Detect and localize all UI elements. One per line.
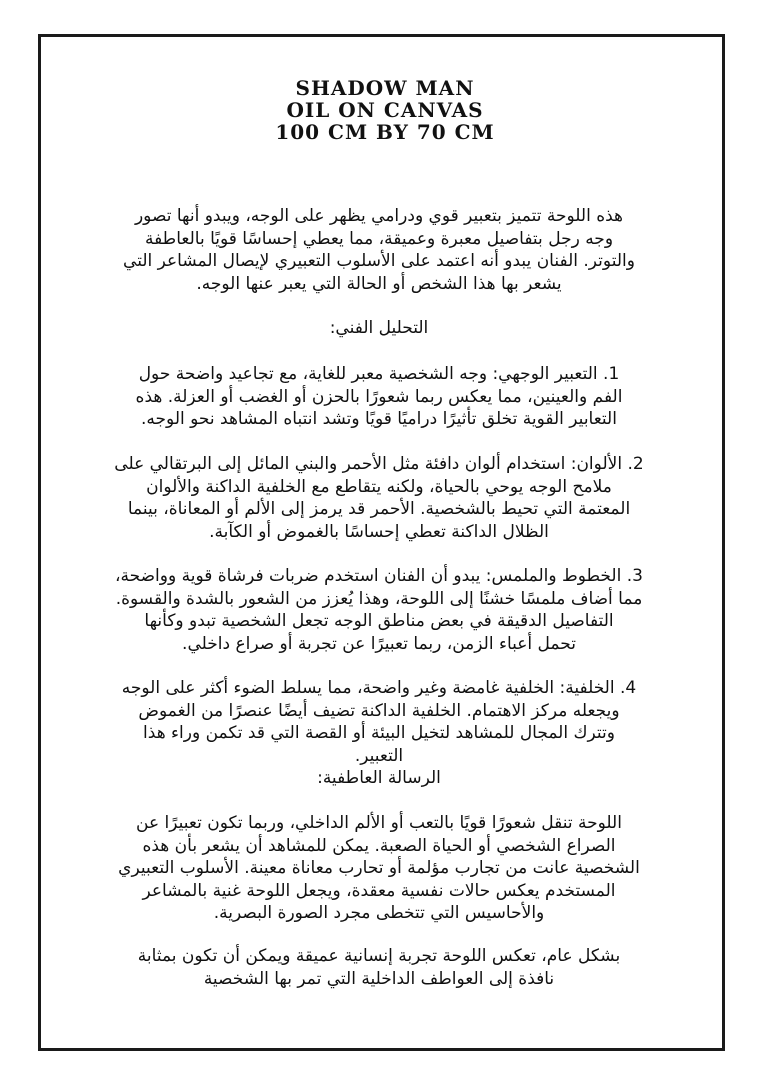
text-line: 3. الخطوط والملمس: يبدو أن الفنان استخدم ضربات فرشاة قوية وواضحة، [115, 566, 643, 586]
text-line: اللوحة تنقل شعورًا قويًا بالتعب أو الألم الداخلي، وربما تكون تعبيرًا عن [136, 813, 622, 833]
section-heading: التحليل الفني: [329, 318, 429, 338]
emotional-message-paragraph [74, 812, 684, 925]
text-line: الصراع الشخصي أو الحياة الصعبة. يمكن للمشاهد أن يشعر بأن هذه [142, 835, 616, 856]
text-line: 2. الألوان: استخدام ألوان دافئة مثل الأحمر والبني المائل إلى البرتقالي على [114, 454, 644, 474]
text-line: 1. التعبير الوجهي: وجه الشخصية معبر للغاية، مع تجاعيد واضحة حول [138, 364, 620, 384]
title-dimensions: 100 CM BY 70 CM [275, 120, 495, 144]
analysis-heading [74, 317, 684, 340]
text-line: هذه اللوحة تتميز بتعبير قوي ودرامي يظهر على الوجه، ويبدو أنها تصور [134, 206, 624, 226]
text-line: الفم والعينين، مما يعكس ربما شعورًا بالحزن أو الغضب أو العزلة. هذه [135, 386, 623, 407]
conclusion-paragraph [74, 945, 684, 990]
text-line: التعابير القوية تخلق تأثيرًا دراميًا قويًا وتشد انتباه المشاهد نحو الوجه. [141, 409, 617, 429]
point-lines-texture [74, 565, 684, 655]
text-line: يشعر بها هذا الشخص أو الحالة التي يعبر عنها الوجه. [196, 273, 562, 294]
text-line: 4. الخلفية: الخلفية غامضة وغير واضحة، مما يسلط الضوء أكثر على الوجه [121, 678, 637, 698]
point-facial-expression [74, 363, 684, 431]
title-medium: OIL ON CANVAS [286, 98, 484, 122]
title-artwork-name: SHADOW MAN [295, 76, 475, 100]
text-line: تحمل أعباء الزمن، ربما تعبيرًا عن تجربة أو صراع داخلي. [182, 633, 576, 654]
point-background [74, 677, 684, 790]
text-line: مما أضاف ملمسًا خشنًا إلى اللوحة، وهذا يُعزز من الشعور بالشدة والقسوة. [115, 588, 643, 609]
text-line: المستخدم يعكس حالات نفسية معقدة، ويجعل اللوحة غنية بالمشاعر [142, 880, 616, 901]
text-line: المعتمة التي تحيط بالشخصية. الأحمر قد يرمز إلى الألم أو المعاناة، بينما [127, 499, 631, 519]
text-line: والتوتر. الفنان يبدو أنه اعتمد على الأسلوب التعبيري لإيصال المشاعر التي [123, 251, 635, 271]
text-line: الظلال الداكنة تعطي إحساسًا بالغموض أو الكآبة. [209, 521, 549, 542]
point-colors [74, 453, 684, 543]
text-line: نافذة إلى العواطف الداخلية التي تمر بها الشخصية [203, 968, 555, 989]
section-heading: الرسالة العاطفية: [317, 768, 441, 788]
text-line: وتترك المجال للمشاهد لتخيل البيئة أو القصة التي قد تكمن وراء هذا [143, 723, 615, 743]
text-line: ملامح الوجه يوحي بالحياة، ولكنه يتقاطع مع الخلفية الداكنة والألوان [146, 476, 612, 497]
text-line: التعبير. [354, 745, 404, 766]
text-line: بشكل عام، تعكس اللوحة تجربة إنسانية عميقة ويمكن أن تكون بمثابة [137, 946, 621, 966]
text-line: ويجعله مركز الاهتمام. الخلفية الداكنة تضيف أيضًا عنصرًا من الغموض [138, 700, 620, 721]
text-line: والأحاسيس التي تتخطى مجرد الصورة البصرية. [213, 903, 545, 923]
text-line: التفاصيل الدقيقة في بعض مناطق الوجه تجعل الشخصية تبدو وكأنها [144, 611, 614, 631]
text-line: وجه رجل بتفاصيل معبرة وعميقة، مما يعطي إحساسًا قويًا بالعاطفة [144, 228, 614, 249]
text-line: الشخصية عانت من تجارب مؤلمة أو تحارب معاناة معينة. الأسلوب التعبيري [118, 858, 640, 878]
intro-paragraph [74, 205, 684, 295]
